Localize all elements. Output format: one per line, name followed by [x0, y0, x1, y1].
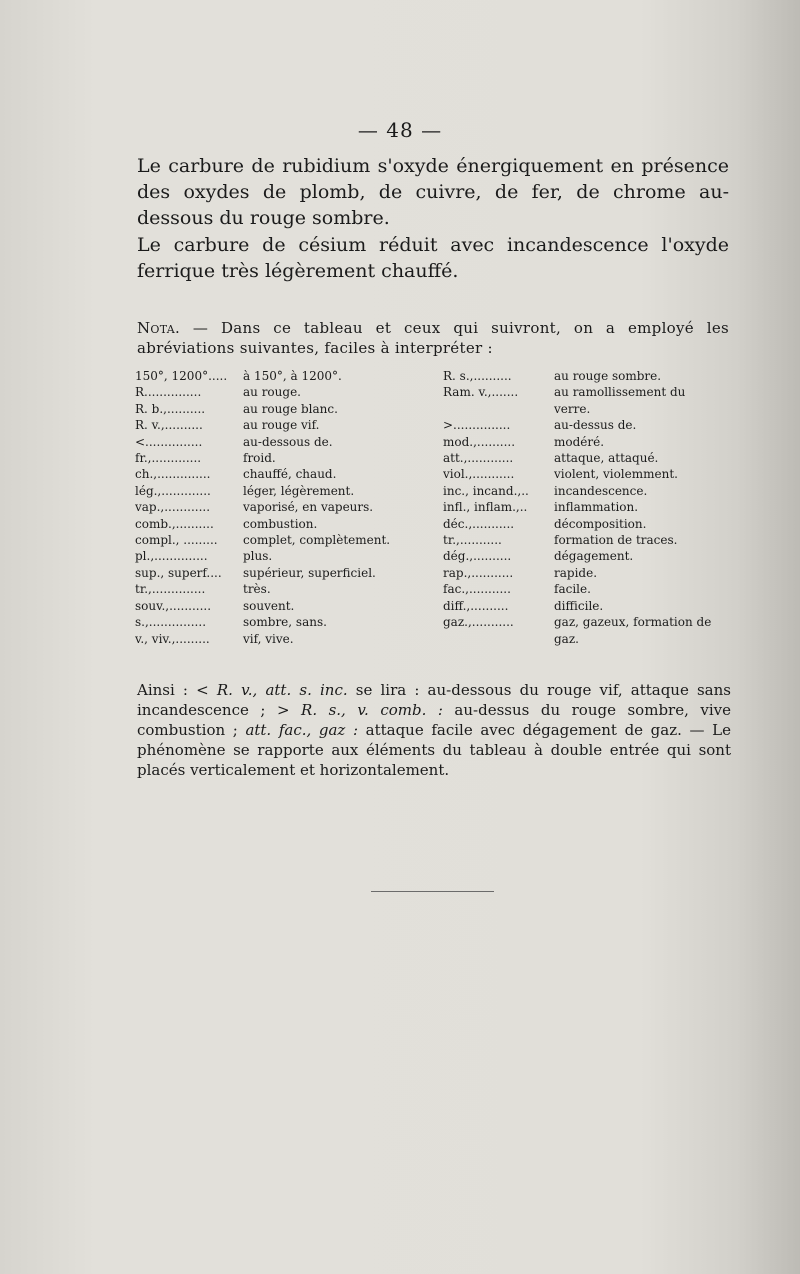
table-row [443, 466, 733, 482]
abbreviation-meaning: attaque, attaqué. [554, 451, 659, 466]
abbreviation-meaning: plus. [243, 549, 273, 564]
table-row [443, 368, 733, 384]
abbreviation-meaning: supérieur, superficiel. [243, 565, 376, 580]
abbreviation-meaning: vif, vive. [243, 631, 294, 646]
abbreviation: gaz.,........... [443, 615, 514, 630]
abbreviation-meaning: rapide. [554, 565, 598, 580]
abbreviation: souv.,........... [135, 598, 212, 613]
abbreviation: comb.,.......... [135, 516, 214, 531]
abbreviation: Ram. v.,....... [443, 385, 519, 400]
nota-text: — Dans ce tableau et ceux qui suivront, on a employé les abréviations suivantes, faciles à interpréter : [137, 319, 729, 357]
abbreviation-meaning: au rouge vif. [243, 418, 320, 433]
table-row [135, 598, 435, 614]
abbreviation: rap.,........... [443, 565, 514, 580]
table-row [443, 631, 733, 647]
abbreviation-meaning: très. [243, 582, 271, 597]
table-row [443, 614, 733, 630]
abbreviation-meaning: sombre, sans. [243, 615, 327, 630]
example-text-1: Ainsi : [137, 681, 197, 699]
example-notation-1: < R. v., att. s. inc. [196, 681, 348, 699]
table-row [135, 516, 435, 532]
page-number: — 48 — [357, 118, 443, 142]
table-row [443, 565, 733, 581]
abbreviation-meaning: combustion. [243, 516, 318, 531]
table-row [443, 548, 733, 564]
table-row [443, 434, 733, 450]
table-row [135, 417, 435, 433]
abbreviation: diff.,.......... [443, 598, 509, 613]
abbreviation: lég.,............. [135, 483, 211, 498]
abbreviation: dég.,.......... [443, 549, 512, 564]
table-row [443, 483, 733, 499]
abbreviation: mod.,.......... [443, 434, 516, 449]
example-notation-2: > R. s., v. comb. : [276, 701, 443, 719]
table-row [443, 581, 733, 597]
abbreviation [443, 401, 554, 417]
example-text-2: se lira : au-dessous du rouge vif, attaque sans incandescence ; [137, 681, 731, 719]
abbreviation-meaning: dégagement. [554, 549, 634, 564]
abbreviation: déc.,........... [443, 516, 515, 531]
abbreviation: tr.,........... [443, 533, 502, 548]
abbreviation: ch.,.............. [135, 467, 211, 482]
table-row [135, 368, 435, 384]
table-row [135, 499, 435, 515]
table-row [443, 598, 733, 614]
table-row [135, 384, 435, 400]
abbreviation: >............... [443, 418, 511, 433]
abbreviation: sup., superf.... [135, 565, 222, 580]
table-row [135, 581, 435, 597]
abbreviation: pl.,.............. [135, 549, 208, 564]
abbreviation: tr.,.............. [135, 582, 206, 597]
abbreviation: compl., ......... [135, 533, 218, 548]
abbreviation: fr.,............. [135, 451, 202, 466]
abbreviation-meaning: incandescence. [554, 483, 648, 498]
abbreviation-meaning: au-dessous de. [243, 434, 333, 449]
abbreviation: viol.,........... [443, 467, 515, 482]
abbreviation-meaning: léger, légèrement. [243, 483, 355, 498]
table-row [443, 384, 733, 400]
abbreviation-meaning: souvent. [243, 598, 295, 613]
abbreviation: infl., inflam.,.. [443, 500, 528, 515]
example-text-3: au-dessus du rouge sombre, vive combustion ; [137, 701, 731, 739]
abbreviation-meaning: formation de traces. [554, 533, 678, 548]
abbreviation-meaning: au rouge. [243, 385, 301, 400]
table-row [135, 434, 435, 450]
table-row [443, 516, 733, 532]
paragraph-rubidium: Le carbure de rubidium s'oxyde énergiquement en présence des oxydes de plomb, de cuivre, de fer, de chrome au-dessous du rouge sombre. [137, 155, 729, 229]
abbreviation: 150°, 1200°..... [135, 369, 228, 383]
example-paragraph [137, 680, 731, 780]
abbreviation-meaning: froid. [243, 451, 276, 466]
table-row [443, 499, 733, 515]
abbreviation-meaning: inflammation. [554, 500, 639, 515]
abbreviation-table-right [443, 368, 733, 647]
table-row [443, 417, 733, 433]
table-row [135, 565, 435, 581]
paragraph-cesium: Le carbure de césium réduit avec incandescence l'oxyde ferrique très légèrement chauffé. [137, 234, 729, 282]
table-row [135, 532, 435, 548]
abbreviation-meaning: gaz. [554, 631, 579, 646]
abbreviation-meaning: gaz, gazeux, formation de [554, 615, 712, 630]
abbreviation-meaning: facile. [554, 582, 591, 597]
abbreviation-meaning: violent, violemment. [554, 467, 678, 482]
abbreviation-meaning: complet, complètement. [243, 533, 391, 548]
abbreviation-meaning: au rouge blanc. [243, 401, 338, 416]
abbreviation-meaning: vaporisé, en vapeurs. [243, 500, 374, 515]
table-row [135, 450, 435, 466]
abbreviation: R............... [135, 385, 202, 400]
table-row [443, 401, 733, 417]
abbreviation-meaning: au ramollissement du [554, 385, 686, 400]
section-divider [371, 891, 494, 892]
table-row [135, 548, 435, 564]
table-row [443, 450, 733, 466]
nota-paragraph [137, 318, 729, 358]
table-row [443, 532, 733, 548]
abbreviation-meaning: au rouge sombre. [554, 369, 662, 383]
table-row [135, 401, 435, 417]
abbreviation-meaning: décomposition. [554, 516, 647, 531]
abbreviation: R. v.,.......... [135, 418, 203, 433]
abbreviation-meaning: verre. [554, 401, 591, 416]
abbreviation: fac.,........... [443, 582, 511, 597]
abbreviation: inc., incand.,.. [443, 483, 529, 498]
abbreviation: R. b.,.......... [135, 401, 206, 416]
example-text-4: attaque facile avec dégagement de gaz. — Le phénomène se rapporte aux éléments du tableau à double entrée qui sont placés verticalement et horizontalement. [137, 721, 731, 779]
table-row [135, 483, 435, 499]
table-row [135, 631, 435, 647]
example-notation-3: att. fac., gaz : [245, 721, 359, 739]
abbreviation: s.,............... [135, 615, 207, 630]
abbreviation: vap.,............ [135, 500, 211, 515]
abbreviation-meaning: modéré. [554, 434, 605, 449]
table-row [135, 614, 435, 630]
abbreviation-meaning: à 150°, à 1200°. [243, 369, 342, 383]
abbreviation [443, 631, 554, 647]
abbreviation: att.,............ [443, 451, 514, 466]
table-row [135, 466, 435, 482]
nota-label: Nota. [137, 319, 181, 337]
abbreviation: v., viv.,......... [135, 631, 210, 646]
abbreviation-table-left [135, 368, 435, 647]
abbreviation-meaning: au-dessus de. [554, 418, 637, 433]
abbreviation-meaning: difficile. [554, 598, 604, 613]
abbreviation: R. s.,.......... [443, 369, 512, 383]
abbreviation-meaning: chauffé, chaud. [243, 467, 337, 482]
abbreviation: <............... [135, 434, 203, 449]
